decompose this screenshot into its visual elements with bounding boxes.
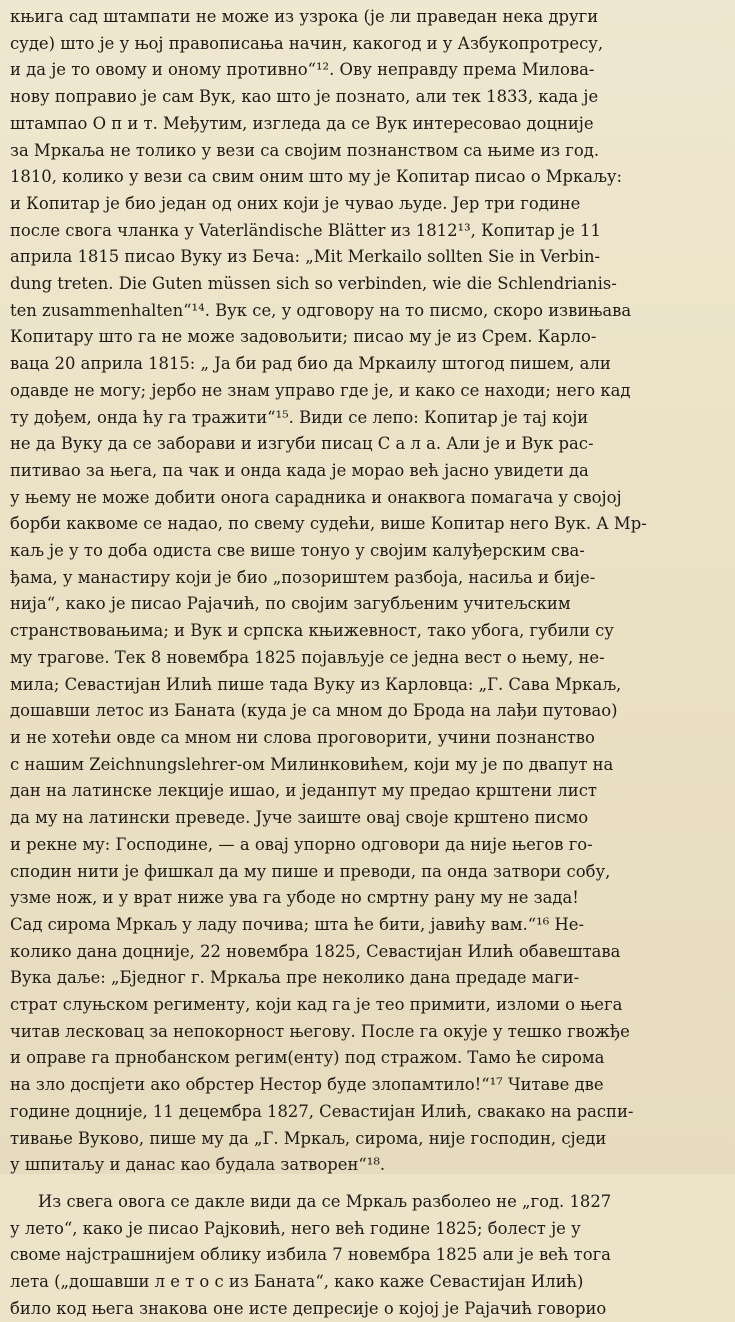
text-line: одавде не могу; јербо не знам управо где је, и како се находи; него кад [10,380,631,400]
text-line: странствовањима; и Вук и српска књижевност, тако убога, губили су [10,621,614,641]
text-line: штампао О п и т. Међутим, изгледа да се Вук интересовао доцније [10,113,594,133]
text-line: било код њега знакова оне исте депресије о којој је Рајачић говорио [10,1298,607,1318]
text-line: тивање Вуково, пише му да „Г. Мркаљ, сирома, није господин, сједи [10,1128,607,1148]
text-line: колико дана доцније, 22 новембра 1825, Севастијан Илић обавештава [10,941,621,961]
text-line: ту дођем, онда ћу га тражити“¹⁵. Види се лепо: Копитар је тај који [10,407,589,427]
text-line: Сад сирома Мркаљ у ладу почива; шта ће бити, јавићу вам.“¹⁶ Не- [10,914,585,934]
text-line: ten zusammenhalten“¹⁴. Вук се, у одговору на то писмо, скоро извињава [10,300,632,320]
text-line: у шпитаљу и данас као будала затворен“¹⁸. [10,1155,386,1175]
text-line: с нашим Zeichnungslehrer-ом Милинковићем, који му је по двапут на [10,754,614,774]
text-line: и рекне му: Господине, — а овај упорно одговори да није његов го- [10,834,593,854]
text-line: мила; Севастијан Илић пише тада Вуку из Карловца: „Г. Сава Мркаљ, [10,674,622,694]
text-line: дошавши летос из Баната (куда је са мном до Брода на лађи путовао) [10,701,618,721]
text-line: априла 1815 писао Вуку из Беча: „Mit Merkailo sollten Sie in Verbin- [10,247,601,267]
text-line: сподин нити је фишкал да му пише и преводи, па онда затвори собу, [10,861,611,881]
paragraph-1 [10,4,725,1179]
text-line: читав лесковац за непокорност његову. После га окује у тешко гвожђе [10,1021,630,1041]
text-line: нија“, како је писао Рајачић, по својим загубљеним учитељским [10,594,571,614]
text-line: Копитару што га не може задовољити; писао му је из Срем. Карло- [10,327,597,347]
text-line: у њему не може добити онога сарадника и онаквога помагача у својој [10,487,622,507]
text-line: своме најстрашнијем облику избила 7 новембра 1825 али је већ тога [10,1245,611,1265]
text-line: Вука даље: „Бједног г. Мркаља пре неколико дана предаде маги- [10,968,580,988]
text-line: не да Вуку да се заборави и изгуби писац С а л а. Али је и Вук рас- [10,434,594,454]
text-line: ђама, у манастиру који је био „позориштем разбоја, насиља и бије- [10,567,596,587]
text-line: и да је то овому и оному противно“¹². Ову неправду према Милова- [10,60,595,80]
paragraph-2 [10,1189,725,1322]
text-line: dung treten. Die Guten müssen sich so verbinden, wie die Schlendrianis- [10,274,617,294]
text-line: после свога чланка у Vaterländische Blätter из 1812¹³, Копитар је 11 [10,220,601,240]
text-line: ваца 20 априла 1815: „ Ја би рад био да Мркаилу штогод пишем, али [10,354,611,374]
text-line: нову поправио је сам Вук, као што је познато, али тек 1833, када је [10,87,599,107]
text-line: књига сад штампати не може из узрока (је ли праведан нека други [10,7,599,26]
text-line: му трагове. Тек 8 новембра 1825 појављује се једна вест о њему, не- [10,647,605,667]
text-line: на зло доспјети ако обрстер Нестор буде злопамтило!“¹⁷ Читаве две [10,1075,604,1095]
text-line: да му на латински преведе. Јуче заиште овај своје крштено писмо [10,808,589,828]
text-line: дан на латинске лекције ишао, и једанпут му предао крштени лист [10,781,597,801]
text-line: и не хотећи овде са мном ни слова проговорити, учини познанство [10,727,595,747]
text-line: питивао за њега, па чак и онда када је морао већ јасно увидети да [10,460,589,480]
text-line: суде) што је у њој правописања начин, какогод и у Азбукопротресу, [10,33,604,53]
text-line: каљ је у то доба одиста све више тонуо у својим калуђерским сва- [10,541,585,561]
text-line: године доцније, 11 децембра 1827, Севастијан Илић, свакако на распи- [10,1101,634,1121]
text-line: борби каквоме се надао, по свему судећи, више Копитар него Вук. А Мр- [10,514,647,534]
text-line: лета („дошавши л е т о с из Баната“, како каже Севастијан Илић) [10,1272,584,1292]
text-line: у лето“, како је писао Рајковић, него већ године 1825; болест је у [10,1218,581,1238]
text-line: 1810, колико у вези са свим оним што му је Копитар писао о Мркаљу: [10,167,623,187]
text-line: и оправе га прнобанском регим(енту) под стражом. Тамо ће сирома [10,1048,605,1068]
text-line: за Мркаља не толико у вези са својим познанством са њиме из год. [10,140,600,160]
text-line: и Копитар је био један од оних који је чувао људе. Јер три године [10,193,581,213]
text-line: узме нож, и у врат ниже ува га убоде но смртну рану му не зада! [10,888,579,908]
text-line: страт слуњском регименту, који кад га је тео примити, изломи о њега [10,995,623,1015]
text-line: Из свега овога се дакле види да се Мркаљ разболео не „год. 1827 [38,1191,612,1211]
